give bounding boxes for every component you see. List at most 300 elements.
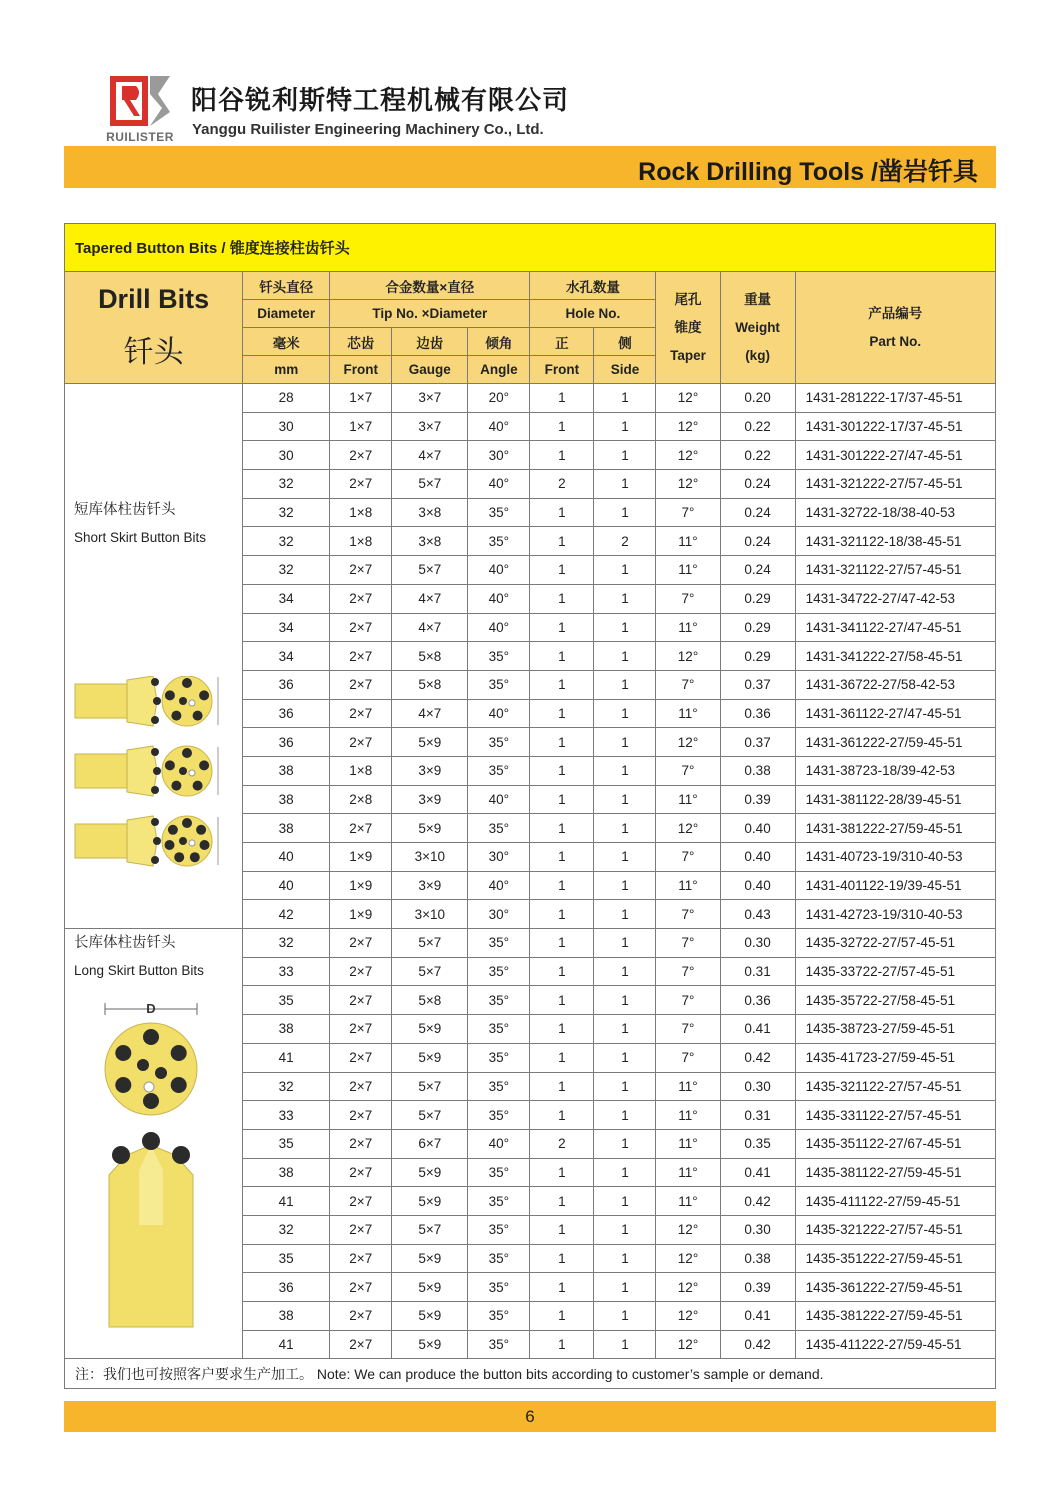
cell-diameter: 32 bbox=[243, 527, 330, 556]
cell-tip-front: 1×9 bbox=[330, 900, 392, 929]
cell-angle: 35° bbox=[468, 1273, 530, 1302]
cell-part-no: 1435-411122-27/59-45-51 bbox=[795, 1187, 995, 1216]
cell-angle: 40° bbox=[468, 412, 530, 441]
cell-hole-side: 1 bbox=[594, 756, 656, 785]
header-hole-front-en: Front bbox=[530, 356, 594, 384]
short-bit-side-icon bbox=[75, 676, 161, 726]
header-tip-cn: 合金数量×直径 bbox=[330, 272, 530, 300]
cell-diameter: 38 bbox=[243, 1015, 330, 1044]
cell-part-no: 1435-35722-27/58-45-51 bbox=[795, 986, 995, 1015]
header-weight-cn: 重量 bbox=[744, 291, 772, 307]
cell-weight: 0.24 bbox=[720, 556, 795, 585]
cell-taper: 11° bbox=[656, 1158, 720, 1187]
cell-diameter: 33 bbox=[243, 1101, 330, 1130]
group-label-en: Long Skirt Button Bits bbox=[74, 963, 204, 979]
cell-angle: 35° bbox=[468, 498, 530, 527]
cell-hole-front: 1 bbox=[530, 498, 594, 527]
cell-angle: 40° bbox=[468, 699, 530, 728]
cell-weight: 0.30 bbox=[720, 1215, 795, 1244]
cell-weight: 0.22 bbox=[720, 441, 795, 470]
cell-weight: 0.30 bbox=[720, 929, 795, 958]
cell-hole-side: 1 bbox=[594, 957, 656, 986]
header-diameter-en: Diameter bbox=[243, 300, 330, 328]
cell-angle: 35° bbox=[468, 1330, 530, 1359]
cell-hole-front: 1 bbox=[530, 929, 594, 958]
cell-weight: 0.42 bbox=[720, 1330, 795, 1359]
cell-tip-front: 1×7 bbox=[330, 384, 392, 413]
cell-part-no: 1435-381122-27/59-45-51 bbox=[795, 1158, 995, 1187]
cell-weight: 0.31 bbox=[720, 957, 795, 986]
cell-weight: 0.41 bbox=[720, 1158, 795, 1187]
header-hole-side-cn: 侧 bbox=[594, 328, 656, 356]
page-footer bbox=[64, 1401, 996, 1432]
cell-hole-front: 1 bbox=[530, 584, 594, 613]
cell-tip-gauge: 5×9 bbox=[392, 728, 468, 757]
cell-tip-gauge: 6×7 bbox=[392, 1129, 468, 1158]
short-bit-side-icon bbox=[75, 746, 161, 796]
long-bit-face-icon bbox=[105, 1023, 197, 1115]
cell-taper: 12° bbox=[656, 1273, 720, 1302]
short-skirt-bits-image bbox=[69, 676, 239, 886]
cell-tip-gauge: 3×8 bbox=[392, 527, 468, 556]
cell-part-no: 1431-361122-27/47-45-51 bbox=[795, 699, 995, 728]
cell-tip-gauge: 4×7 bbox=[392, 699, 468, 728]
header-taper-cn1: 尾孔 bbox=[674, 291, 702, 307]
cell-part-no: 1435-32722-27/57-45-51 bbox=[795, 929, 995, 958]
cell-tip-gauge: 5×8 bbox=[392, 986, 468, 1015]
cell-hole-front: 1 bbox=[530, 556, 594, 585]
cell-hole-side: 1 bbox=[594, 584, 656, 613]
cell-taper: 7° bbox=[656, 1043, 720, 1072]
cell-diameter: 35 bbox=[243, 1244, 330, 1273]
cell-angle: 20° bbox=[468, 384, 530, 413]
cell-weight: 0.40 bbox=[720, 843, 795, 872]
cell-weight: 0.20 bbox=[720, 384, 795, 413]
cell-hole-front: 2 bbox=[530, 470, 594, 499]
cell-hole-side: 1 bbox=[594, 728, 656, 757]
cell-tip-gauge: 5×7 bbox=[392, 556, 468, 585]
header-angle-en: Angle bbox=[468, 356, 530, 384]
cell-tip-gauge: 5×9 bbox=[392, 1187, 468, 1216]
cell-angle: 40° bbox=[468, 584, 530, 613]
header-hole-side-en: Side bbox=[594, 356, 656, 384]
cell-diameter: 32 bbox=[243, 498, 330, 527]
cell-angle: 35° bbox=[468, 1215, 530, 1244]
cell-weight: 0.24 bbox=[720, 498, 795, 527]
table-row bbox=[65, 929, 996, 958]
cell-tip-gauge: 5×7 bbox=[392, 929, 468, 958]
long-bit-dimension-icon bbox=[105, 1001, 197, 1016]
cell-tip-front: 2×7 bbox=[330, 1302, 392, 1331]
cell-tip-front: 2×7 bbox=[330, 1043, 392, 1072]
table-title-row bbox=[65, 224, 996, 272]
header-weight-unit: (kg) bbox=[745, 347, 770, 363]
cell-tip-gauge: 5×9 bbox=[392, 1273, 468, 1302]
cell-hole-side: 1 bbox=[594, 1244, 656, 1273]
cell-part-no: 1435-321222-27/57-45-51 bbox=[795, 1215, 995, 1244]
cell-weight: 0.22 bbox=[720, 412, 795, 441]
cell-tip-front: 2×7 bbox=[330, 1215, 392, 1244]
long-skirt-group-cell bbox=[65, 929, 243, 1359]
cell-hole-front: 1 bbox=[530, 1244, 594, 1273]
cell-weight: 0.42 bbox=[720, 1187, 795, 1216]
cell-hole-side: 1 bbox=[594, 556, 656, 585]
cell-part-no: 1435-321122-27/57-45-51 bbox=[795, 1072, 995, 1101]
cell-hole-side: 1 bbox=[594, 1187, 656, 1216]
cell-tip-front: 2×7 bbox=[330, 1072, 392, 1101]
header-part-en: Part No. bbox=[869, 333, 922, 349]
cell-taper: 7° bbox=[656, 986, 720, 1015]
cell-weight: 0.39 bbox=[720, 785, 795, 814]
cell-taper: 11° bbox=[656, 871, 720, 900]
cell-hole-front: 1 bbox=[530, 900, 594, 929]
cell-taper: 12° bbox=[656, 642, 720, 671]
header-angle-cn: 倾角 bbox=[468, 328, 530, 356]
cell-tip-gauge: 5×7 bbox=[392, 1215, 468, 1244]
cell-part-no: 1435-411222-27/59-45-51 bbox=[795, 1330, 995, 1359]
cell-taper: 11° bbox=[656, 785, 720, 814]
header-drill-bits-cn: 钎头 bbox=[123, 336, 184, 369]
cell-hole-side: 1 bbox=[594, 1101, 656, 1130]
cell-diameter: 35 bbox=[243, 1129, 330, 1158]
cell-diameter: 32 bbox=[243, 1215, 330, 1244]
cell-hole-front: 1 bbox=[530, 814, 594, 843]
cell-weight: 0.29 bbox=[720, 584, 795, 613]
cell-hole-front: 1 bbox=[530, 1187, 594, 1216]
cell-tip-gauge: 3×7 bbox=[392, 384, 468, 413]
cell-hole-front: 1 bbox=[530, 785, 594, 814]
group-label-cn: 长库体柱齿钎头 bbox=[74, 935, 176, 952]
table-row bbox=[65, 384, 996, 413]
cell-hole-side: 1 bbox=[594, 441, 656, 470]
cell-tip-front: 2×7 bbox=[330, 642, 392, 671]
cell-taper: 12° bbox=[656, 1244, 720, 1273]
cell-tip-gauge: 3×9 bbox=[392, 785, 468, 814]
cell-part-no: 1435-331122-27/57-45-51 bbox=[795, 1101, 995, 1130]
cell-hole-side: 1 bbox=[594, 785, 656, 814]
group-label-en: Short Skirt Button Bits bbox=[74, 530, 207, 545]
cell-angle: 40° bbox=[468, 1129, 530, 1158]
cell-taper: 7° bbox=[656, 670, 720, 699]
cell-hole-side: 1 bbox=[594, 1302, 656, 1331]
cell-weight: 0.36 bbox=[720, 986, 795, 1015]
cell-hole-front: 1 bbox=[530, 384, 594, 413]
cell-angle: 35° bbox=[468, 1187, 530, 1216]
cell-weight: 0.40 bbox=[720, 814, 795, 843]
short-bit-face-icon bbox=[162, 746, 218, 796]
cell-angle: 35° bbox=[468, 527, 530, 556]
note-text: 注：我们也可按照客户要求生产加工。 Note: We can produce the button bits according to customer’s sample or demand. bbox=[65, 1359, 996, 1389]
cell-part-no: 1431-301222-27/47-45-51 bbox=[795, 441, 995, 470]
cell-tip-front: 2×7 bbox=[330, 1273, 392, 1302]
cell-angle: 30° bbox=[468, 900, 530, 929]
cell-hole-side: 1 bbox=[594, 699, 656, 728]
cell-diameter: 30 bbox=[243, 441, 330, 470]
cell-tip-gauge: 5×9 bbox=[392, 1244, 468, 1273]
short-bit-side-icon bbox=[75, 816, 161, 866]
cell-weight: 0.39 bbox=[720, 1273, 795, 1302]
page-number: 6 bbox=[525, 1407, 535, 1426]
cell-part-no: 1435-381222-27/59-45-51 bbox=[795, 1302, 995, 1331]
cell-part-no: 1431-381222-27/59-45-51 bbox=[795, 814, 995, 843]
cell-diameter: 38 bbox=[243, 814, 330, 843]
cell-hole-front: 1 bbox=[530, 527, 594, 556]
cell-tip-front: 1×8 bbox=[330, 527, 392, 556]
cell-part-no: 1435-41723-27/59-45-51 bbox=[795, 1043, 995, 1072]
cell-tip-front: 2×7 bbox=[330, 929, 392, 958]
cell-diameter: 34 bbox=[243, 613, 330, 642]
cell-diameter: 33 bbox=[243, 957, 330, 986]
cell-tip-front: 2×7 bbox=[330, 441, 392, 470]
cell-hole-front: 1 bbox=[530, 756, 594, 785]
cell-hole-side: 1 bbox=[594, 1273, 656, 1302]
short-bit-face-icon bbox=[162, 676, 218, 726]
cell-weight: 0.42 bbox=[720, 1043, 795, 1072]
cell-taper: 7° bbox=[656, 900, 720, 929]
cell-part-no: 1431-42723-19/310-40-53 bbox=[795, 900, 995, 929]
cell-taper: 11° bbox=[656, 1129, 720, 1158]
cell-hole-front: 1 bbox=[530, 1158, 594, 1187]
spec-table bbox=[64, 223, 996, 1389]
cell-taper: 12° bbox=[656, 1330, 720, 1359]
cell-angle: 40° bbox=[468, 613, 530, 642]
cell-tip-gauge: 4×7 bbox=[392, 613, 468, 642]
long-skirt-bit-image bbox=[99, 995, 209, 1335]
cell-angle: 35° bbox=[468, 642, 530, 671]
cell-tip-gauge: 3×8 bbox=[392, 498, 468, 527]
cell-tip-gauge: 5×9 bbox=[392, 814, 468, 843]
company-logo bbox=[96, 72, 184, 146]
section-banner bbox=[64, 146, 996, 188]
cell-hole-front: 1 bbox=[530, 441, 594, 470]
header-weight bbox=[720, 272, 795, 384]
cell-taper: 7° bbox=[656, 584, 720, 613]
header-front-en: Front bbox=[330, 356, 392, 384]
cell-tip-gauge: 5×7 bbox=[392, 1101, 468, 1130]
cell-hole-side: 2 bbox=[594, 527, 656, 556]
cell-hole-front: 1 bbox=[530, 1273, 594, 1302]
cell-taper: 12° bbox=[656, 1215, 720, 1244]
cell-tip-gauge: 3×10 bbox=[392, 843, 468, 872]
cell-part-no: 1431-401122-19/39-45-51 bbox=[795, 871, 995, 900]
cell-hole-side: 1 bbox=[594, 1072, 656, 1101]
cell-taper: 7° bbox=[656, 957, 720, 986]
cell-part-no: 1435-351222-27/59-45-51 bbox=[795, 1244, 995, 1273]
header-drill-bits-en: Drill Bits bbox=[98, 284, 210, 314]
cell-diameter: 32 bbox=[243, 470, 330, 499]
cell-taper: 12° bbox=[656, 470, 720, 499]
cell-diameter: 38 bbox=[243, 785, 330, 814]
company-name-cn: 阳谷锐利斯特工程机械有限公司 bbox=[191, 86, 570, 116]
cell-tip-gauge: 5×7 bbox=[392, 957, 468, 986]
cell-hole-side: 1 bbox=[594, 814, 656, 843]
cell-diameter: 38 bbox=[243, 1302, 330, 1331]
cell-tip-front: 2×7 bbox=[330, 957, 392, 986]
cell-hole-side: 1 bbox=[594, 498, 656, 527]
cell-hole-front: 1 bbox=[530, 957, 594, 986]
cell-taper: 11° bbox=[656, 613, 720, 642]
cell-hole-side: 1 bbox=[594, 1158, 656, 1187]
cell-angle: 35° bbox=[468, 670, 530, 699]
cell-diameter: 36 bbox=[243, 1273, 330, 1302]
cell-weight: 0.41 bbox=[720, 1302, 795, 1331]
cell-part-no: 1431-32722-18/38-40-53 bbox=[795, 498, 995, 527]
cell-hole-side: 1 bbox=[594, 871, 656, 900]
cell-tip-gauge: 5×9 bbox=[392, 1330, 468, 1359]
cell-tip-gauge: 5×9 bbox=[392, 1015, 468, 1044]
group-cell-inner bbox=[65, 496, 242, 552]
header-row-1 bbox=[65, 272, 996, 300]
cell-taper: 12° bbox=[656, 441, 720, 470]
cell-tip-gauge: 5×9 bbox=[392, 1158, 468, 1187]
cell-angle: 35° bbox=[468, 1015, 530, 1044]
cell-tip-gauge: 4×7 bbox=[392, 584, 468, 613]
cell-angle: 40° bbox=[468, 871, 530, 900]
cell-tip-front: 1×8 bbox=[330, 498, 392, 527]
header-part-cn: 产品编号 bbox=[868, 305, 923, 321]
cell-diameter: 34 bbox=[243, 642, 330, 671]
cell-tip-gauge: 5×7 bbox=[392, 470, 468, 499]
cell-hole-side: 1 bbox=[594, 470, 656, 499]
cell-part-no: 1431-321122-18/38-45-51 bbox=[795, 527, 995, 556]
cell-hole-front: 1 bbox=[530, 613, 594, 642]
cell-taper: 11° bbox=[656, 699, 720, 728]
cell-diameter: 28 bbox=[243, 384, 330, 413]
cell-taper: 7° bbox=[656, 498, 720, 527]
cell-tip-gauge: 5×9 bbox=[392, 1043, 468, 1072]
cell-hole-front: 1 bbox=[530, 843, 594, 872]
cell-hole-side: 1 bbox=[594, 1015, 656, 1044]
cell-part-no: 1435-33722-27/57-45-51 bbox=[795, 957, 995, 986]
cell-hole-front: 1 bbox=[530, 986, 594, 1015]
cell-weight: 0.35 bbox=[720, 1129, 795, 1158]
cell-part-no: 1431-40723-19/310-40-53 bbox=[795, 843, 995, 872]
company-name-en: Yanggu Ruilister Engineering Machinery Co., Ltd. bbox=[192, 121, 544, 138]
cell-tip-front: 2×7 bbox=[330, 699, 392, 728]
cell-angle: 35° bbox=[468, 1244, 530, 1273]
header-front-cn: 芯齿 bbox=[330, 328, 392, 356]
cell-hole-front: 1 bbox=[530, 1043, 594, 1072]
cell-hole-side: 1 bbox=[594, 1215, 656, 1244]
cell-part-no: 1431-341122-27/47-45-51 bbox=[795, 613, 995, 642]
cell-weight: 0.24 bbox=[720, 527, 795, 556]
header-hole-cn: 水孔数量 bbox=[530, 272, 656, 300]
cell-weight: 0.29 bbox=[720, 613, 795, 642]
group-cell-inner bbox=[65, 929, 242, 1017]
cell-hole-front: 1 bbox=[530, 1215, 594, 1244]
cell-tip-front: 1×8 bbox=[330, 756, 392, 785]
cell-taper: 7° bbox=[656, 929, 720, 958]
cell-hole-front: 1 bbox=[530, 1015, 594, 1044]
cell-tip-front: 1×9 bbox=[330, 843, 392, 872]
cell-angle: 35° bbox=[468, 814, 530, 843]
cell-hole-side: 1 bbox=[594, 843, 656, 872]
cell-part-no: 1431-361222-27/59-45-51 bbox=[795, 728, 995, 757]
cell-hole-front: 1 bbox=[530, 871, 594, 900]
section-title: Rock Drilling Tools /凿岩钎具 bbox=[638, 158, 978, 186]
cell-weight: 0.43 bbox=[720, 900, 795, 929]
header-hole-en: Hole No. bbox=[530, 300, 656, 328]
cell-tip-gauge: 3×9 bbox=[392, 871, 468, 900]
cell-taper: 12° bbox=[656, 728, 720, 757]
cell-diameter: 38 bbox=[243, 756, 330, 785]
cell-taper: 11° bbox=[656, 556, 720, 585]
cell-part-no: 1435-351122-27/67-45-51 bbox=[795, 1129, 995, 1158]
cell-hole-side: 1 bbox=[594, 613, 656, 642]
cell-part-no: 1431-36722-27/58-42-53 bbox=[795, 670, 995, 699]
long-bit-side-icon bbox=[109, 1132, 193, 1327]
cell-tip-front: 2×7 bbox=[330, 584, 392, 613]
cell-diameter: 35 bbox=[243, 986, 330, 1015]
cell-hole-side: 1 bbox=[594, 1129, 656, 1158]
cell-hole-side: 1 bbox=[594, 670, 656, 699]
cell-part-no: 1431-34722-27/47-42-53 bbox=[795, 584, 995, 613]
cell-angle: 40° bbox=[468, 470, 530, 499]
cell-tip-front: 2×7 bbox=[330, 556, 392, 585]
cell-taper: 7° bbox=[656, 756, 720, 785]
cell-hole-front: 1 bbox=[530, 1302, 594, 1331]
cell-part-no: 1435-38723-27/59-45-51 bbox=[795, 1015, 995, 1044]
cell-taper: 11° bbox=[656, 1101, 720, 1130]
cell-tip-front: 2×7 bbox=[330, 728, 392, 757]
cell-part-no: 1431-301222-17/37-45-51 bbox=[795, 412, 995, 441]
cell-taper: 11° bbox=[656, 1187, 720, 1216]
cell-taper: 11° bbox=[656, 1072, 720, 1101]
cell-angle: 35° bbox=[468, 1158, 530, 1187]
cell-diameter: 41 bbox=[243, 1187, 330, 1216]
cell-angle: 40° bbox=[468, 556, 530, 585]
cell-hole-side: 1 bbox=[594, 412, 656, 441]
cell-weight: 0.37 bbox=[720, 670, 795, 699]
cell-hole-front: 1 bbox=[530, 1072, 594, 1101]
cell-angle: 30° bbox=[468, 441, 530, 470]
cell-angle: 35° bbox=[468, 728, 530, 757]
cell-tip-front: 2×7 bbox=[330, 1187, 392, 1216]
table-title: Tapered Button Bits / 锥度连接柱齿钎头 bbox=[65, 224, 996, 272]
cell-diameter: 32 bbox=[243, 556, 330, 585]
cell-weight: 0.40 bbox=[720, 871, 795, 900]
cell-part-no: 1431-281222-17/37-45-51 bbox=[795, 384, 995, 413]
header-part bbox=[795, 272, 995, 384]
cell-weight: 0.38 bbox=[720, 756, 795, 785]
short-skirt-group-cell bbox=[65, 384, 243, 929]
cell-diameter: 40 bbox=[243, 871, 330, 900]
cell-tip-front: 2×7 bbox=[330, 1158, 392, 1187]
cell-tip-front: 2×7 bbox=[330, 1101, 392, 1130]
header-weight-en: Weight bbox=[735, 319, 780, 335]
cell-angle: 35° bbox=[468, 1302, 530, 1331]
cell-hole-front: 1 bbox=[530, 642, 594, 671]
cell-diameter: 40 bbox=[243, 843, 330, 872]
cell-weight: 0.31 bbox=[720, 1101, 795, 1130]
cell-tip-gauge: 5×8 bbox=[392, 642, 468, 671]
cell-tip-gauge: 3×9 bbox=[392, 756, 468, 785]
cell-diameter: 38 bbox=[243, 1158, 330, 1187]
cell-weight: 0.37 bbox=[720, 728, 795, 757]
cell-part-no: 1435-361222-27/59-45-51 bbox=[795, 1273, 995, 1302]
cell-hole-side: 1 bbox=[594, 384, 656, 413]
cell-tip-front: 2×7 bbox=[330, 470, 392, 499]
cell-tip-front: 1×7 bbox=[330, 412, 392, 441]
cell-tip-front: 2×7 bbox=[330, 613, 392, 642]
cell-weight: 0.24 bbox=[720, 470, 795, 499]
cell-tip-front: 1×9 bbox=[330, 871, 392, 900]
cell-part-no: 1431-381122-28/39-45-51 bbox=[795, 785, 995, 814]
cell-taper: 12° bbox=[656, 412, 720, 441]
cell-diameter: 30 bbox=[243, 412, 330, 441]
cell-diameter: 32 bbox=[243, 929, 330, 958]
header-taper bbox=[656, 272, 720, 384]
